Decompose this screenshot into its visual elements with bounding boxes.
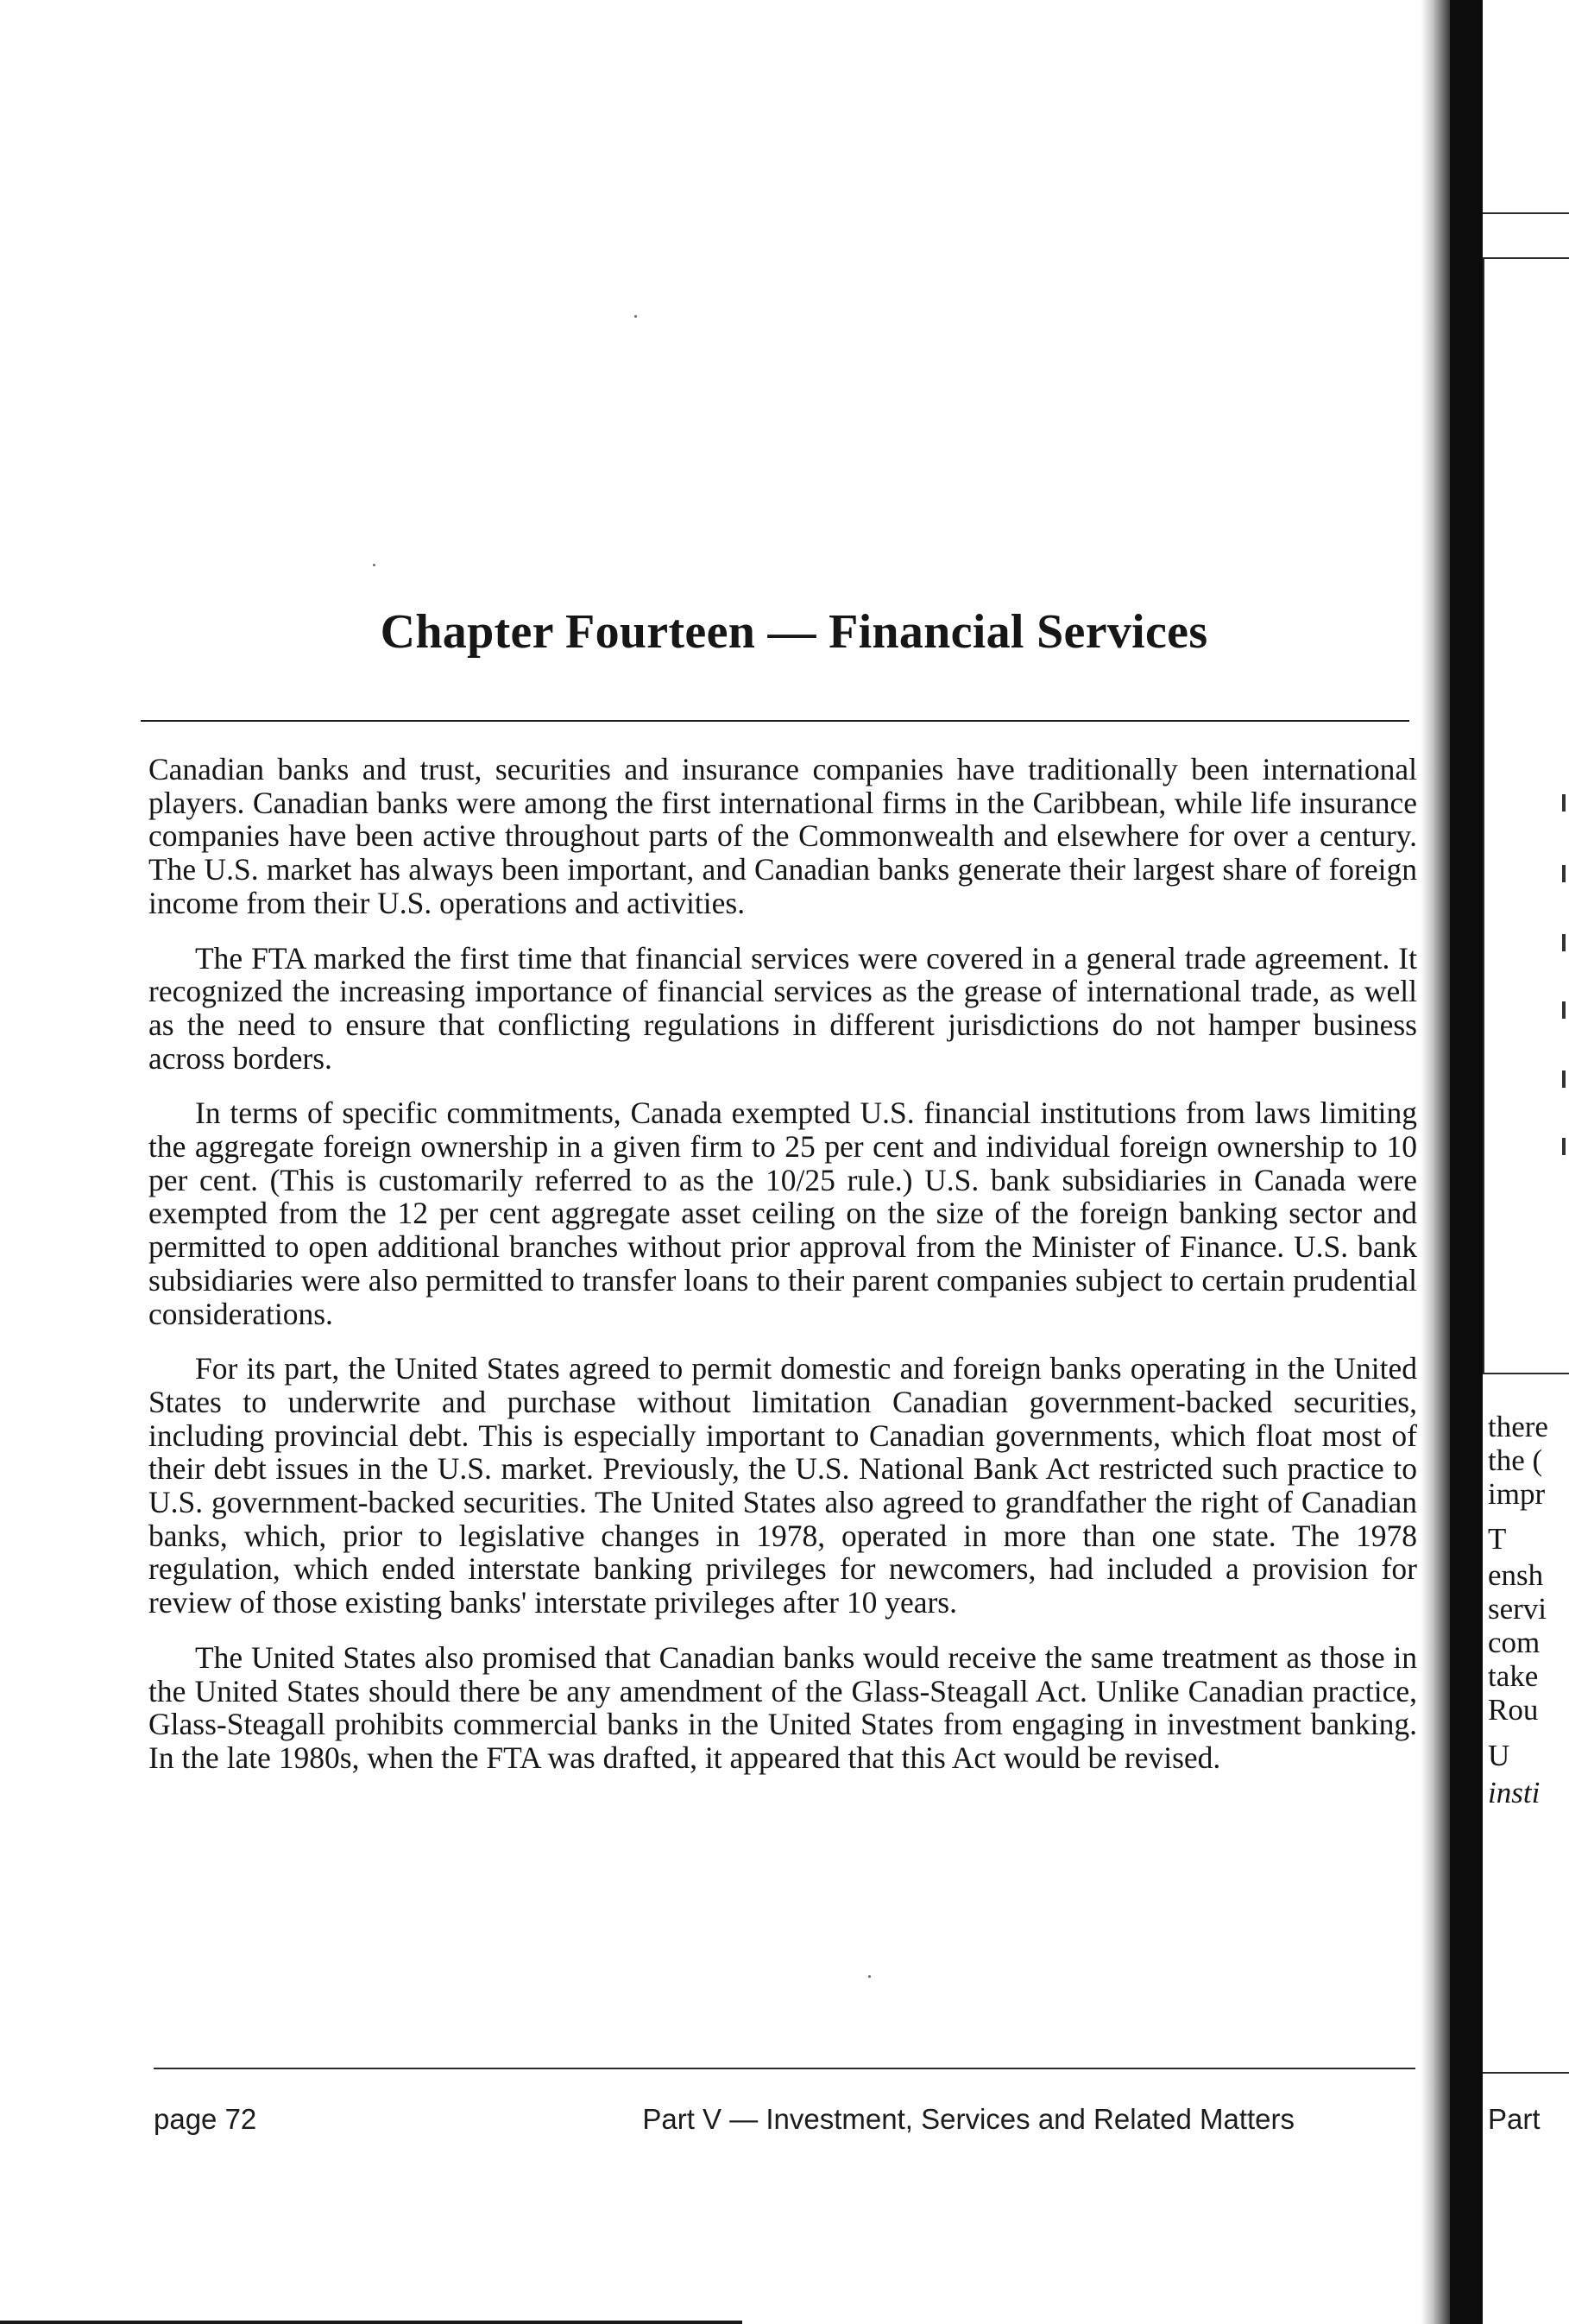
running-footer: Part V — Investment, Services and Related Matters	[642, 2103, 1295, 2135]
body-paragraph: In terms of specific commitments, Canada exempted U.S. financial institutions from laws limiting the aggregate foreign ownership in a given firm to 25 per cent and individual foreign ownership to 10 per cent. (This is customarily referred to as the 10/25 rule.) U.S. bank subsidiaries in Canada were exempted from the 12 per cent aggregate asset ceiling on the size of the foreign banking sector and permitted to open additional branches without prior approval from the Minister of Finance. U.S. bank subsidiaries were also permitted to transfer loans to their parent companies subject to certain prudential considerations.	[148, 1096, 1417, 1331]
facing-page-line: insti	[1488, 1776, 1541, 1809]
facing-page-line: U	[1488, 1739, 1510, 1772]
binding-spine	[1450, 0, 1483, 2324]
chapter-body	[148, 753, 1417, 1797]
facing-page-mark	[1562, 1001, 1566, 1019]
facing-page-line: ensh	[1488, 1558, 1544, 1592]
paper-speck	[868, 1975, 871, 1978]
facing-page-line: com	[1488, 1626, 1541, 1659]
paper-speck	[634, 315, 637, 318]
facing-page-line: the (	[1488, 1443, 1543, 1477]
facing-page-line: there	[1488, 1410, 1548, 1443]
body-paragraph: The FTA marked the first time that financial services were covered in a general trade agreement. It recognized the increasing importance of financial services as the grease of international trade, as well as the need to ensure that conflicting regulations in different jurisdictions do not hamper business across borders.	[148, 940, 1417, 1076]
facing-page-footer: Part	[1488, 2103, 1541, 2135]
facing-page-line: servi	[1488, 1592, 1547, 1626]
facing-page-rule	[1483, 212, 1569, 214]
body-paragraph: The United States also promised that Canadian banks would receive the same treatment as those in the United States should there be any amendment of the Glass-Steagall Act. Unlike Canadian practice, Glass-Steagall prohibits commercial banks in the United States from engaging in investment banking. In the late 1980s, when the FTA was drafted, it appeared that this Act would be revised.	[148, 1639, 1417, 1775]
title-rule	[141, 720, 1409, 722]
footer-rule	[154, 2068, 1415, 2069]
facing-page-line: Rou	[1488, 1693, 1539, 1727]
facing-page-edge	[1483, 0, 1569, 2324]
body-paragraph: For its part, the United States agreed to permit domestic and foreign banks operating in the United States to underwrite and purchase without limitation Canadian government-backed securities, including provincial debt. This is especially important to Canadian governments, which float most of their debt issues in the U.S. market. Previously, the U.S. National Bank Act restricted such practice to U.S. government-backed securities. The United States also agreed to grandfather the right of Canadian banks, which, prior to legislative changes in 1978, operated in more than one state. The 1978 regulation, which ended interstate banking privileges for newcomers, had included a provision for review of those existing banks' interstate privileges after 10 years.	[148, 1351, 1417, 1620]
paper-speck	[373, 564, 375, 566]
facing-page-footer-rule	[1483, 2072, 1569, 2074]
chapter-title: Chapter Fourteen — Financial Services	[380, 605, 1208, 659]
facing-page-mark	[1562, 934, 1566, 951]
facing-page-line: T	[1488, 1522, 1507, 1556]
facing-page-box	[1483, 257, 1569, 1374]
facing-page-mark	[1562, 1138, 1566, 1155]
binding-shadow	[1421, 0, 1450, 2324]
facing-page-mark	[1562, 1070, 1566, 1088]
facing-page-line: take	[1488, 1659, 1539, 1693]
facing-page-line: impr	[1488, 1477, 1546, 1511]
page-number: page 72	[154, 2103, 257, 2135]
body-paragraph: Canadian banks and trust, securities and insurance companies have traditionally been international players. Canadian banks were among the first international firms in the Caribbean, while life insurance companies have been active throughout parts of the Commonwealth and elsewhere for over a century. The U.S. market has always been important, and Canadian banks generate their largest share of foreign income from their U.S. operations and activities.	[148, 752, 1417, 920]
facing-page-mark	[1562, 794, 1566, 812]
facing-page-mark	[1562, 865, 1566, 882]
scan-bottom-edge	[0, 2321, 742, 2324]
